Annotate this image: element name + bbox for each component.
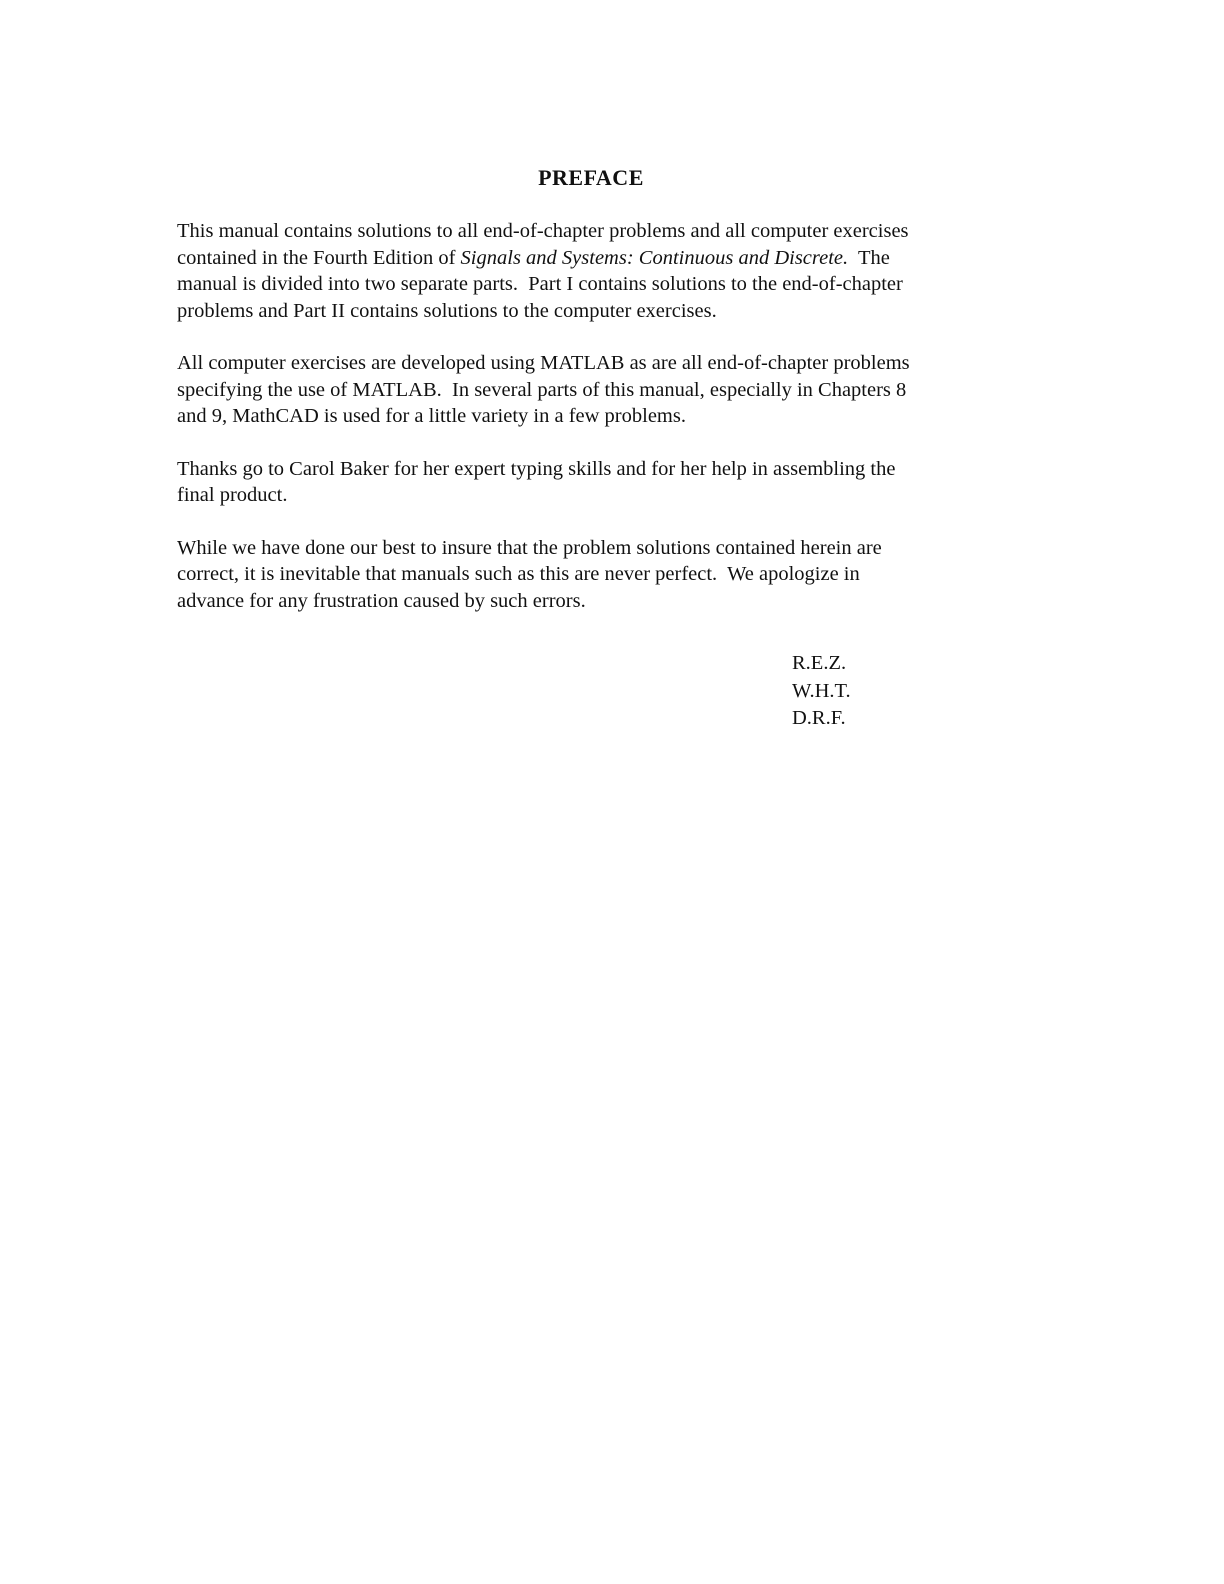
- line-text: advance for any frustration caused by such errors.: [177, 589, 586, 612]
- text-line: [177, 350, 1007, 377]
- line-text: and 9, MathCAD is used for a little variety in a few problems.: [177, 405, 686, 427]
- line-text: All computer exercises are developed using MATLAB as are all end-of-chapter problems: [177, 352, 910, 374]
- preface-body: [177, 218, 1007, 640]
- line-text: contained in the Fourth Edition of: [177, 246, 461, 269]
- line-text: Thanks go to Carol Baker for her expert typing skills and for her help in assembling the: [177, 457, 896, 480]
- text-line: [177, 271, 1007, 298]
- paragraph-thanks: [177, 456, 1007, 509]
- text-line: [177, 456, 1007, 483]
- text-line: [177, 245, 1007, 272]
- text-line: [177, 482, 1007, 509]
- text-line: [177, 377, 1007, 404]
- line-text: The: [848, 246, 890, 269]
- paragraph-disclaimer: [177, 535, 1007, 615]
- text-line: [177, 561, 1007, 588]
- paragraph-intro: [177, 218, 1007, 324]
- page-title: PREFACE: [538, 165, 644, 190]
- text-line: [177, 535, 1007, 562]
- line-text: This manual contains solutions to all end-of-chapter problems and all computer exercises: [177, 220, 909, 242]
- author-initials: D.R.F.: [792, 707, 846, 729]
- line-text: problems and Part II contains solutions to the computer exercises.: [177, 299, 717, 322]
- text-line: [177, 298, 1007, 325]
- author-signatures: [792, 650, 851, 733]
- paragraph-software: [177, 350, 1007, 430]
- line-text: final product.: [177, 484, 288, 506]
- line-text: While we have done our best to insure that the problem solutions contained herein are: [177, 536, 882, 559]
- line-text: manual is divided into two separate parts. Part I contains solutions to the end-of-chapter: [177, 273, 903, 295]
- author-initials: W.H.T.: [792, 679, 851, 702]
- text-line: [177, 588, 1007, 615]
- line-text: correct, it is inevitable that manuals such as this are never perfect. We apologize in: [177, 563, 860, 585]
- author-initials: R.E.Z.: [792, 652, 847, 674]
- line-text: specifying the use of MATLAB. In several parts of this manual, especially in Chapters 8: [177, 378, 907, 401]
- text-line: [177, 218, 1007, 245]
- text-line: [177, 403, 1007, 430]
- book-title: Signals and Systems: Continuous and Discrete.: [460, 246, 849, 269]
